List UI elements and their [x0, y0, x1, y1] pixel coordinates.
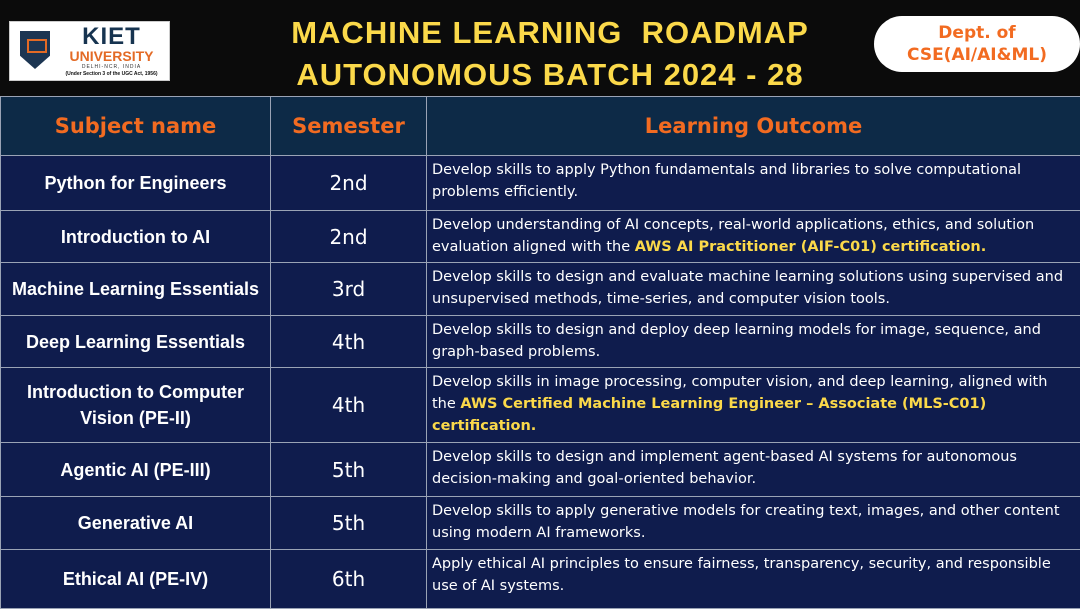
outcome-text: Develop understanding of AI concepts, real-world applications, ethics, and solution evaluation aligned with the	[432, 217, 1034, 255]
semester-cell: 3rd	[271, 263, 427, 316]
logo-note: (Under Section 3 of the UGC Act, 1956)	[65, 71, 157, 78]
outcome-cell	[427, 156, 1080, 211]
table-row	[1, 316, 1080, 368]
outcome-text: Develop skills to design and evaluate machine learning solutions using supervised and unsupervised methods, time-series, and computer vision tools.	[432, 269, 1063, 307]
outcome-cell	[427, 316, 1080, 368]
roadmap-table	[0, 96, 1080, 609]
certification-highlight: AWS AI Practitioner (AIF-C01) certification.	[635, 239, 987, 255]
subject-cell: Introduction to Computer Vision (PE-II)	[1, 368, 271, 443]
outcome-text: Develop skills to design and deploy deep learning models for image, sequence, and graph-based problems.	[432, 322, 1041, 360]
subject-cell: Agentic AI (PE-III)	[1, 443, 271, 497]
outcome-cell	[427, 443, 1080, 497]
outcome-text: Develop skills to apply Python fundamentals and libraries to solve computational problems efficiently.	[432, 162, 1021, 200]
table-row	[1, 497, 1080, 550]
outcome-text: Develop skills in image processing, computer vision, and deep learning, aligned with the	[432, 374, 1047, 412]
subject-cell: Machine Learning Essentials	[1, 263, 271, 316]
subject-cell: Python for Engineers	[1, 156, 271, 211]
semester-cell: 4th	[271, 316, 427, 368]
outcome-text: Apply ethical AI principles to ensure fairness, transparency, security, and responsible use of AI systems.	[432, 556, 1051, 594]
semester-cell: 2nd	[271, 156, 427, 211]
logo-location: DELHI-NCR, INDIA	[82, 64, 141, 71]
dept-badge	[874, 16, 1080, 72]
outcome-cell	[427, 497, 1080, 550]
table-row	[1, 211, 1080, 263]
subject-cell: Generative AI	[1, 497, 271, 550]
outcome-cell	[427, 263, 1080, 316]
logo-university: UNIVERSITY	[69, 49, 153, 64]
semester-cell: 5th	[271, 443, 427, 497]
header-subject: Subject name	[1, 97, 271, 156]
subject-cell: Introduction to AI	[1, 211, 271, 263]
title-line-1: MACHINE LEARNING ROADMAP	[240, 12, 860, 54]
table-row	[1, 550, 1080, 609]
outcome-cell	[427, 368, 1080, 443]
subject-cell: Deep Learning Essentials	[1, 316, 271, 368]
header-semester: Semester	[271, 97, 427, 156]
semester-cell: 2nd	[271, 211, 427, 263]
dept-line-1: Dept. of	[874, 22, 1080, 44]
table-row	[1, 443, 1080, 497]
outcome-cell	[427, 550, 1080, 609]
logo-name: KIET	[82, 25, 141, 49]
outcome-cell	[427, 211, 1080, 263]
outcome-text: Develop skills to design and implement agent-based AI systems for autonomous decision-making and goal-oriented behavior.	[432, 449, 1017, 487]
semester-cell: 5th	[271, 497, 427, 550]
table-row	[1, 156, 1080, 211]
kiet-logo	[9, 21, 170, 81]
table-row	[1, 368, 1080, 443]
subject-cell: Ethical AI (PE-IV)	[1, 550, 271, 609]
table-header-row	[1, 97, 1080, 156]
certification-highlight: AWS Certified Machine Learning Engineer – Associate (MLS-C01) certification.	[432, 396, 986, 434]
header-outcome: Learning Outcome	[427, 97, 1080, 156]
title-line-2: AUTONOMOUS BATCH 2024 - 28	[240, 54, 860, 96]
semester-cell: 6th	[271, 550, 427, 609]
outcome-text: Develop skills to apply generative models for creating text, images, and other content using modern AI frameworks.	[432, 503, 1060, 541]
semester-cell: 4th	[271, 368, 427, 443]
university-seal-icon	[13, 25, 57, 77]
table-row	[1, 263, 1080, 316]
page-title	[240, 12, 860, 96]
dept-line-2: CSE(AI/AI&ML)	[874, 44, 1080, 66]
